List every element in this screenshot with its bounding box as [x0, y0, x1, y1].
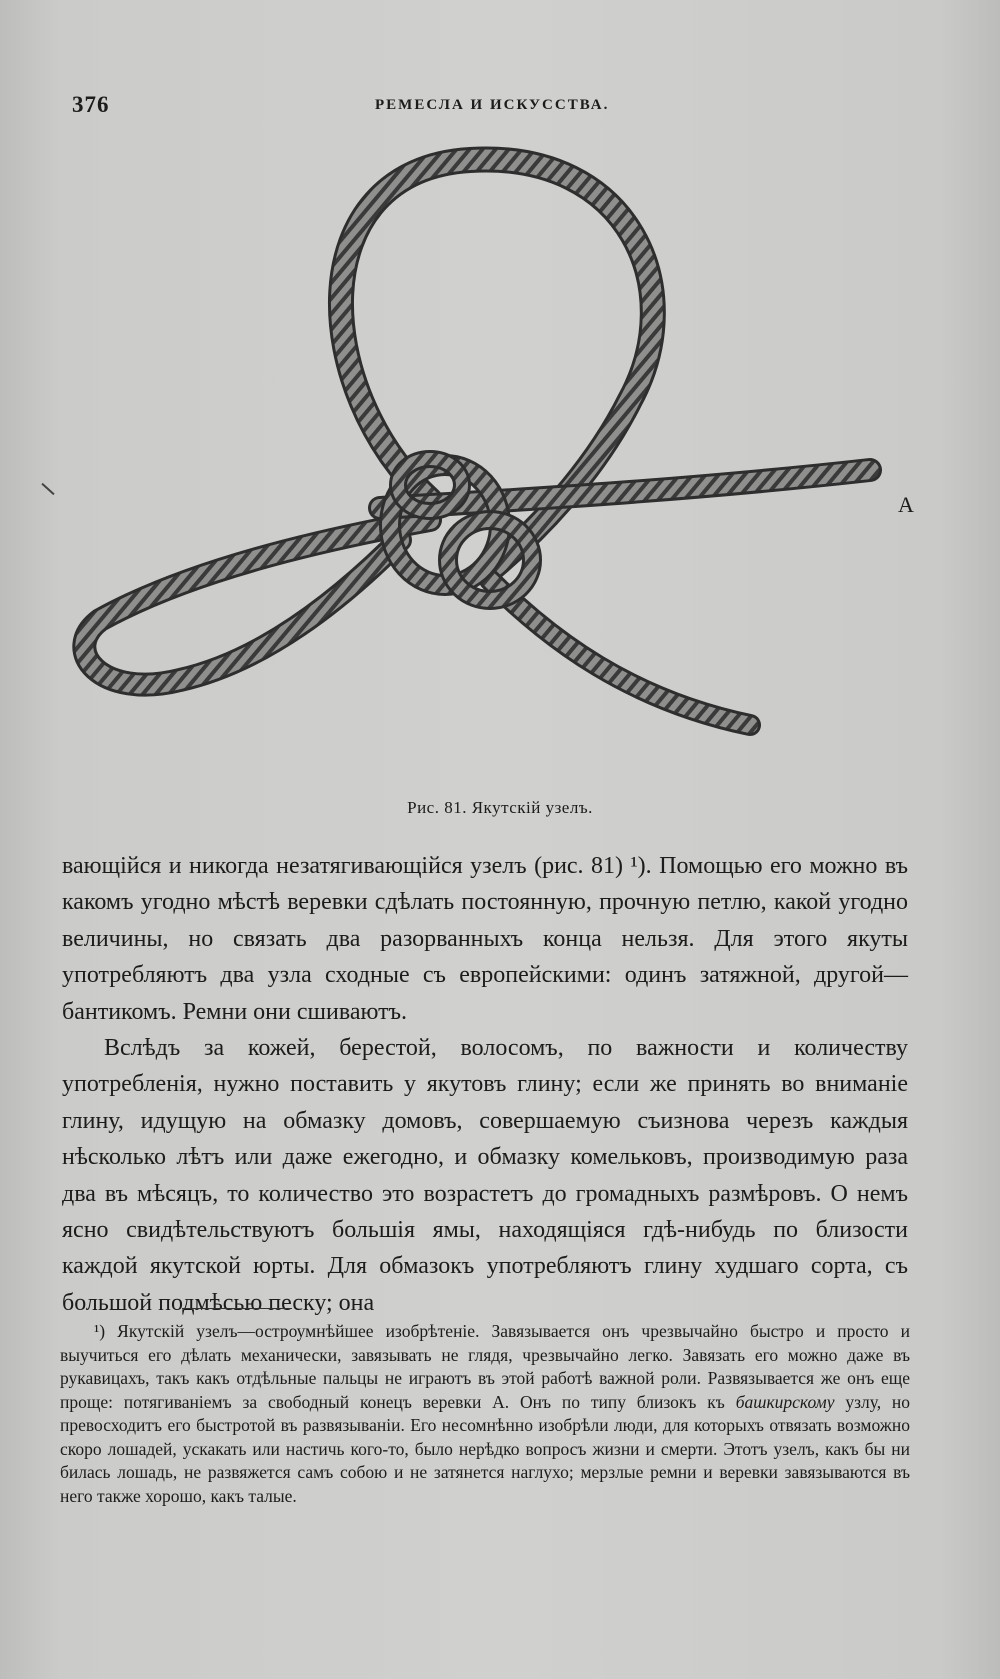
stray-ink-mark — [41, 483, 54, 495]
body-text — [62, 848, 908, 1321]
figure-caption: Рис. 81. Якутскій узелъ. — [407, 798, 593, 817]
footnote — [60, 1320, 910, 1508]
footnote-text-part: Якутскій узелъ—остроумнѣйшее изобрѣтеніе. Завязывается онъ чрезвычайно быстро и просто и выучиться его дѣлать механически, завязывать не глядя, чрезвычайно легко. Завязать его можно даже въ рукавицахъ, такъ какъ отдѣльные пальцы не играютъ въ этой работѣ важной роли. Развязывается же онъ еще проще: потягиваніемъ за свободный конецъ веревки А. Онъ по типу близокъ къ — [60, 1321, 910, 1412]
rope-lower-tail — [490, 580, 750, 725]
footnote-text-part: узлу, но превосходитъ его быстротой въ развязываніи. Его несомнѣнно изобрѣли люди, для которыхъ отвязать возможно скоро лошадей, ускакать или настичь кого-то, было нерѣдко вопросъ жизни и смерти. Этотъ узелъ, какъ бы ни билась лошадь, не развяжется самъ собою и не затянется наглухо; мерзлые ремни и веревки завязываются въ него также хорошо, какъ талые. — [60, 1391, 911, 1506]
running-title: РЕМЕСЛА И ИСКУССТВА. — [375, 97, 610, 113]
footnote-marker: ¹) — [94, 1321, 106, 1341]
paragraph: вающійся и никогда незатягивающійся узелъ (рис. 81) ¹). Помощью его можно въ какомъ угодно мѣстѣ веревки сдѣлать постоянную, прочную петлю, какой угодно величины, но связать два разорванныхъ конца нельзя. Для этого якуты употребляютъ два узла сходные съ европейскими: одинъ затяжной, другой—бантикомъ. Ремни они сшиваютъ. — [62, 853, 908, 1025]
yakut-knot-drawing — [70, 140, 930, 780]
footnote-text — [60, 1320, 910, 1508]
knot-illustration — [70, 140, 930, 780]
paragraph: Вслѣдъ за кожей, берестой, волосомъ, по важности и количеству употребленія, нужно поставить у якутовъ глину; если же принять во вниманіе глину, идущую на обмазку домовъ, совершаемую съизнова черезъ каждыя нѣсколько лѣтъ или даже ежегодно, и обмазку комельковъ, производимую раза два въ мѣсяцъ, то количество это возрастетъ до громадныхъ размѣровъ. О немъ ясно свидѣтельствуютъ большія ямы, находящіяся гдѣ-нибудь по близости каждой якутской юрты. Для обмазокъ употребляютъ глину худшаго сорта, съ большой подмѣсью песку; она — [62, 1035, 908, 1316]
figure-label-a: A — [898, 492, 914, 517]
footnote-italic: башкирскому — [735, 1391, 835, 1412]
footnote-divider — [182, 1308, 292, 1309]
page-number: 376 — [72, 92, 110, 117]
